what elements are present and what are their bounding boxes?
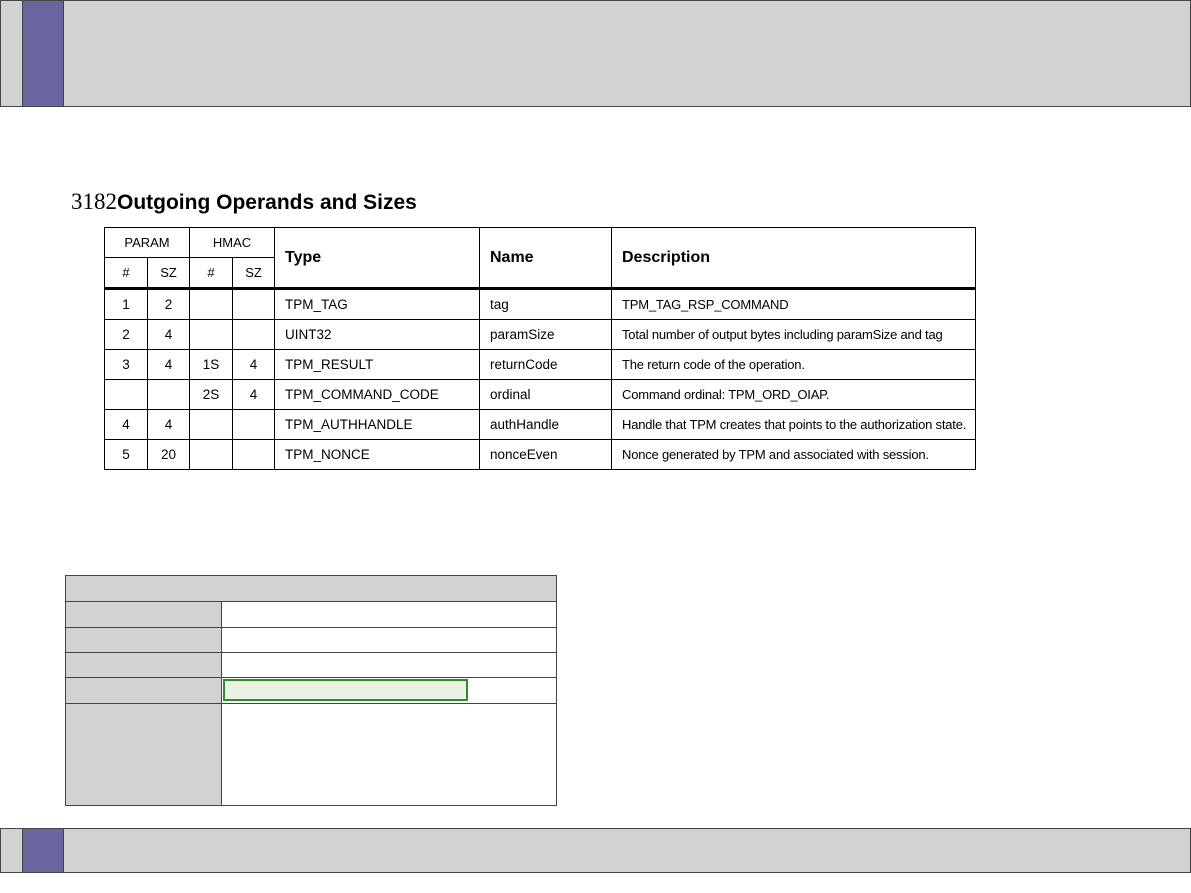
form-label	[66, 704, 222, 805]
name-cell: paramSize	[480, 320, 612, 350]
param-sz-cell: 4	[148, 410, 190, 440]
active-input-field[interactable]	[223, 679, 468, 701]
hmac-group-header: HMAC	[190, 228, 275, 258]
description-cell: Total number of output bytes including paramSize and tag	[612, 320, 976, 350]
form-value-field[interactable]	[222, 653, 556, 677]
hmac-sz-cell	[233, 440, 275, 470]
name-column-header: Name	[480, 228, 612, 289]
operands-table	[104, 227, 976, 470]
type-cell: TPM_AUTHHANDLE	[275, 410, 480, 440]
table-row	[105, 380, 976, 410]
param-num-cell	[105, 380, 148, 410]
form-row-4	[66, 678, 556, 704]
description-cell: Nonce generated by TPM and associated with session.	[612, 440, 976, 470]
hmac-sz-cell	[233, 320, 275, 350]
param-num-header: #	[105, 258, 148, 289]
table-row	[105, 350, 976, 380]
hmac-sz-header: SZ	[233, 258, 275, 289]
name-cell: nonceEven	[480, 440, 612, 470]
section-heading	[71, 189, 417, 215]
param-num-cell: 4	[105, 410, 148, 440]
param-sz-header: SZ	[148, 258, 190, 289]
form-textarea-field[interactable]	[222, 704, 556, 805]
description-column-header: Description	[612, 228, 976, 289]
type-cell: TPM_NONCE	[275, 440, 480, 470]
form-row-1	[66, 602, 556, 628]
form-value-field[interactable]	[222, 628, 556, 652]
description-cell: TPM_TAG_RSP_COMMAND	[612, 289, 976, 320]
name-cell: ordinal	[480, 380, 612, 410]
form-row-2	[66, 628, 556, 653]
table-row	[105, 320, 976, 350]
section-number: 3182	[71, 189, 117, 214]
form-row-3	[66, 653, 556, 678]
param-sz-cell: 4	[148, 320, 190, 350]
hmac-sz-cell: 4	[233, 380, 275, 410]
param-sz-cell: 20	[148, 440, 190, 470]
form-header	[66, 576, 556, 602]
param-num-cell: 2	[105, 320, 148, 350]
param-num-cell: 5	[105, 440, 148, 470]
type-cell: TPM_RESULT	[275, 350, 480, 380]
hmac-num-cell: 1S	[190, 350, 233, 380]
hmac-sz-cell	[233, 410, 275, 440]
name-cell: authHandle	[480, 410, 612, 440]
form-value-field[interactable]	[222, 602, 556, 627]
footer-bar	[0, 828, 1191, 873]
param-group-header: PARAM	[105, 228, 190, 258]
hmac-num-cell	[190, 289, 233, 320]
param-sz-cell: 4	[148, 350, 190, 380]
param-sz-cell: 2	[148, 289, 190, 320]
form-label	[66, 602, 222, 627]
hmac-sz-cell	[233, 289, 275, 320]
type-column-header: Type	[275, 228, 480, 289]
param-num-cell: 3	[105, 350, 148, 380]
hmac-sz-cell: 4	[233, 350, 275, 380]
table-row	[105, 289, 976, 320]
hmac-num-cell: 2S	[190, 380, 233, 410]
hmac-num-cell	[190, 440, 233, 470]
table-row	[105, 410, 976, 440]
footer-accent-stripe	[22, 829, 64, 872]
type-cell: UINT32	[275, 320, 480, 350]
hmac-num-header: #	[190, 258, 233, 289]
param-num-cell: 1	[105, 289, 148, 320]
form-label	[66, 678, 222, 703]
description-cell: Command ordinal: TPM_ORD_OIAP.	[612, 380, 976, 410]
hmac-num-cell	[190, 410, 233, 440]
info-form	[65, 575, 557, 806]
form-label	[66, 628, 222, 652]
name-cell: tag	[480, 289, 612, 320]
description-cell: The return code of the operation.	[612, 350, 976, 380]
header-bar	[0, 0, 1191, 107]
section-title: Outgoing Operands and Sizes	[117, 191, 417, 214]
type-cell: TPM_TAG	[275, 289, 480, 320]
table-row	[105, 440, 976, 470]
table-group-header-row	[105, 228, 976, 258]
header-accent-stripe	[22, 1, 64, 106]
form-row-5	[66, 704, 556, 805]
param-sz-cell	[148, 380, 190, 410]
description-cell: Handle that TPM creates that points to the authorization state.	[612, 410, 976, 440]
form-label	[66, 653, 222, 677]
hmac-num-cell	[190, 320, 233, 350]
type-cell: TPM_COMMAND_CODE	[275, 380, 480, 410]
name-cell: returnCode	[480, 350, 612, 380]
